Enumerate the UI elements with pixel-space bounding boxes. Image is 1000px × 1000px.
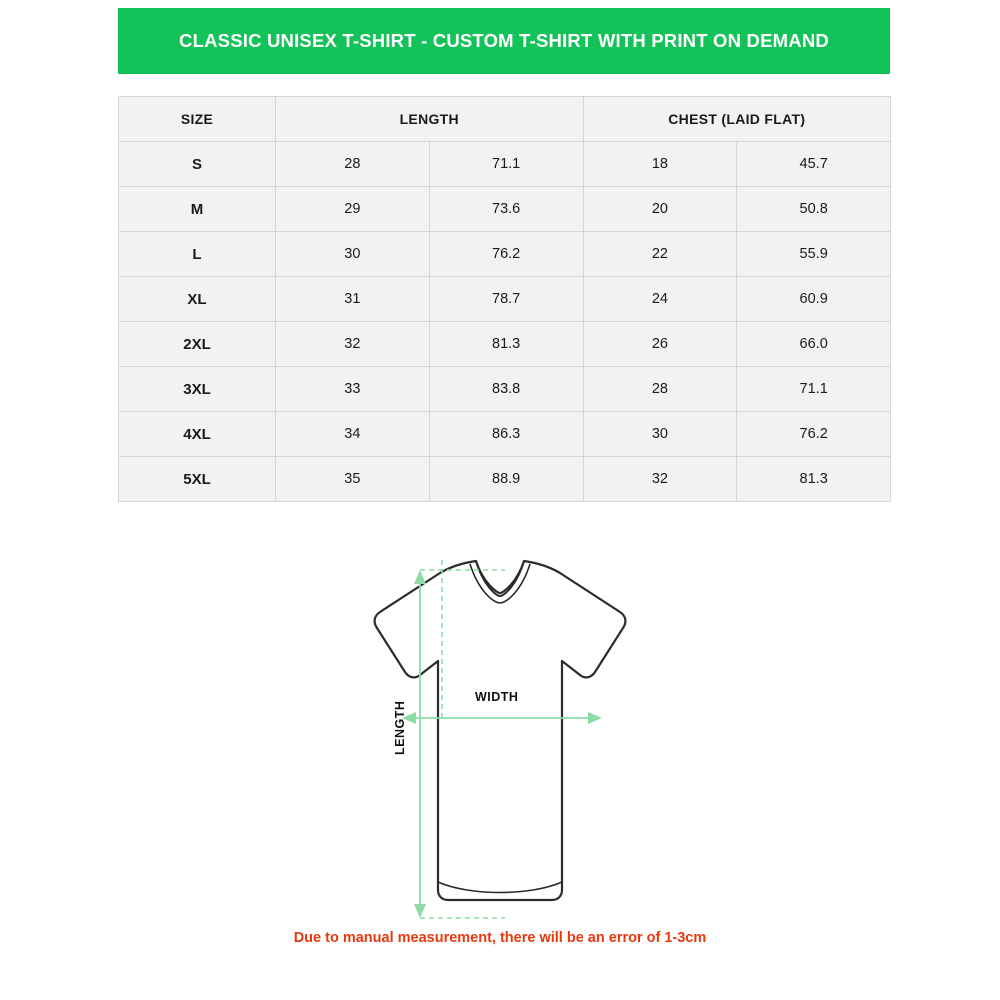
cell-length-cm: 78.7	[429, 277, 583, 322]
cell-length-in: 33	[276, 367, 430, 412]
cell-size: 5XL	[119, 457, 276, 502]
cell-length-cm: 71.1	[429, 142, 583, 187]
column-header-length: LENGTH	[276, 97, 584, 142]
cell-chest-cm: 76.2	[737, 412, 891, 457]
width-label: WIDTH	[475, 690, 519, 704]
cell-length-cm: 86.3	[429, 412, 583, 457]
table-row	[119, 142, 891, 187]
cell-size: XL	[119, 277, 276, 322]
cell-size: 2XL	[119, 322, 276, 367]
cell-chest-cm: 71.1	[737, 367, 891, 412]
tshirt-diagram	[290, 540, 710, 930]
tshirt-illustration-svg	[290, 540, 710, 930]
cell-chest-cm: 55.9	[737, 232, 891, 277]
cell-length-in: 34	[276, 412, 430, 457]
table-row	[119, 277, 891, 322]
cell-size: 3XL	[119, 367, 276, 412]
cell-chest-cm: 66.0	[737, 322, 891, 367]
cell-chest-cm: 60.9	[737, 277, 891, 322]
cell-chest-in: 18	[583, 142, 737, 187]
cell-chest-cm: 50.8	[737, 187, 891, 232]
size-chart-table	[118, 96, 891, 502]
header-banner	[118, 8, 890, 74]
cell-length-in: 32	[276, 322, 430, 367]
cell-length-in: 31	[276, 277, 430, 322]
cell-length-in: 30	[276, 232, 430, 277]
table-row	[119, 367, 891, 412]
cell-chest-in: 30	[583, 412, 737, 457]
cell-length-in: 28	[276, 142, 430, 187]
cell-chest-in: 26	[583, 322, 737, 367]
cell-chest-cm: 45.7	[737, 142, 891, 187]
column-header-chest: CHEST (LAID FLAT)	[583, 97, 891, 142]
cell-chest-in: 22	[583, 232, 737, 277]
cell-chest-in: 20	[583, 187, 737, 232]
cell-size: M	[119, 187, 276, 232]
cell-chest-in: 24	[583, 277, 737, 322]
cell-length-in: 35	[276, 457, 430, 502]
table-row	[119, 187, 891, 232]
cell-chest-cm: 81.3	[737, 457, 891, 502]
page-title: CLASSIC UNISEX T-SHIRT - CUSTOM T-SHIRT WITH PRINT ON DEMAND	[179, 30, 829, 51]
cell-length-cm: 76.2	[429, 232, 583, 277]
cell-size: S	[119, 142, 276, 187]
cell-length-cm: 88.9	[429, 457, 583, 502]
cell-size: L	[119, 232, 276, 277]
table-row	[119, 232, 891, 277]
table-row	[119, 457, 891, 502]
cell-chest-in: 28	[583, 367, 737, 412]
cell-size: 4XL	[119, 412, 276, 457]
column-header-size: SIZE	[119, 97, 276, 142]
table-row	[119, 322, 891, 367]
cell-length-cm: 81.3	[429, 322, 583, 367]
table-row	[119, 412, 891, 457]
measurement-disclaimer: Due to manual measurement, there will be an error of 1-3cm	[293, 930, 707, 946]
cell-chest-in: 32	[583, 457, 737, 502]
table-header-row	[119, 97, 891, 142]
cell-length-cm: 83.8	[429, 367, 583, 412]
cell-length-in: 29	[276, 187, 430, 232]
cell-length-cm: 73.6	[429, 187, 583, 232]
length-label: LENGTH	[393, 700, 407, 755]
